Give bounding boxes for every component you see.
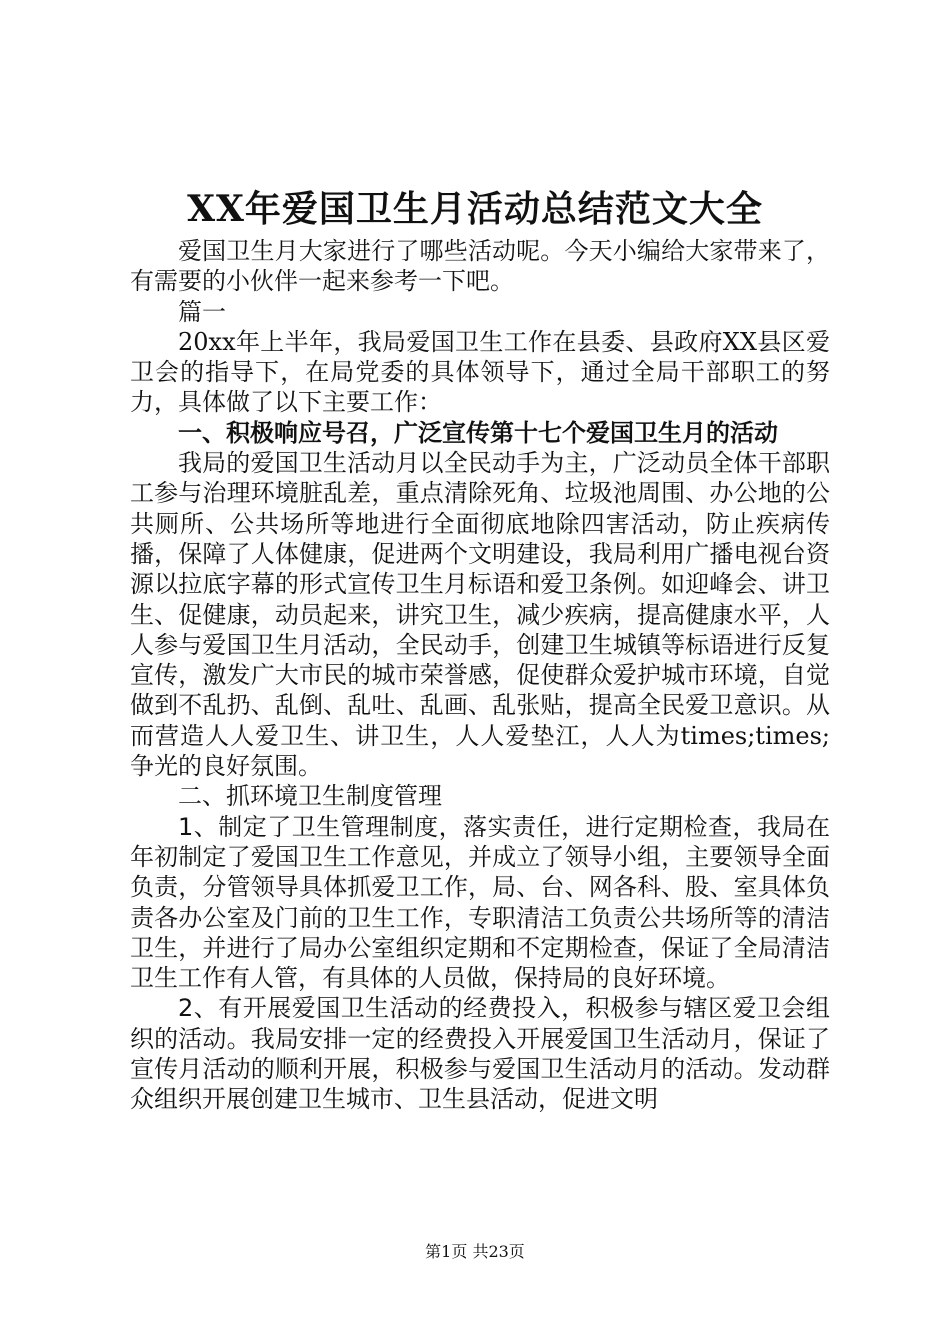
body-paragraph: 20xx年上半年，我局爱国卫生工作在县委、县政府XX县区爱卫会的指导下，在局党委的具体领导下，通过全局干部职工的努力，具体做了以下主要工作： [130, 327, 830, 417]
document-title: XX年爱国卫生月活动总结范文大全 [187, 188, 763, 230]
body-run: 我局安排一定的经费投入开展爱国卫生活动月，保证了宣传月活动的顺利开展，积极参与爱国卫生活动月的活动。发动群众组织开展创建卫生城市、卫生县活动，促进文明 [130, 1024, 831, 1114]
section-label: 篇一 [178, 297, 226, 326]
body-paragraph: 我局的爱国卫生活动月以全民动手为主，广泛动员全体干部职工参与治理环境脏乱差，重点清除死角、垃圾池周围、办公地的公共厕所、公共场所等地进行全面彻底地除四害活动，防止疾病传播，保障了人体健康，促进两个文明建设，我局利用广播电视台资源以拉底字幕的形式宣传卫生月标语和爱卫条例。如迎峰会、讲卫生、促健康，动员起来，讲究卫生，减少疾病，提高健康水平，人人参与爱国卫生月活动，全民动手，创建卫生城镇等标语进行反复宣传，激发广大市民的城市荣誉感，促使群众爱护城市环境，自觉做到不乱扔、乱倒、乱吐、乱画、乱张贴，提高全民爱卫意识。从而营造人人爱卫生、讲卫生，人人爱垫江，人人为times;times;争光的良好氛围。 [130, 449, 830, 781]
document-body [130, 236, 830, 1115]
subheading-run: 2、有开展爱国卫生活动的经费投入，积极参与辖区爱卫会组织的活动。 [130, 994, 830, 1053]
page-footer: 第1页 共23页 [425, 1242, 525, 1261]
intro-paragraph: 爱国卫生月大家进行了哪些活动呢。今天小编给大家带来了，有需要的小伙伴一起来参考一下吧。 [130, 237, 830, 296]
body-paragraph [130, 993, 830, 1114]
section-heading: 一、积极响应号召，广泛宣传第十七个爱国卫生月的活动 [178, 418, 778, 447]
section-heading: 二、抓环境卫生制度管理 [178, 782, 442, 811]
body-paragraph: 1、制定了卫生管理制度，落实责任，进行定期检查，我局在年初制定了爱国卫生工作意见，并成立了领导小组，主要领导全面负责，分管领导具体抓爱卫工作，局、台、网各科、股、室具体负责各办公室及门前的卫生工作，专职清洁工负责公共场所等的清洁卫生，并进行了局办公室组织定期和不定期检查，保证了全局清洁卫生工作有人管，有具体的人员做，保持局的良好环境。 [130, 812, 830, 993]
